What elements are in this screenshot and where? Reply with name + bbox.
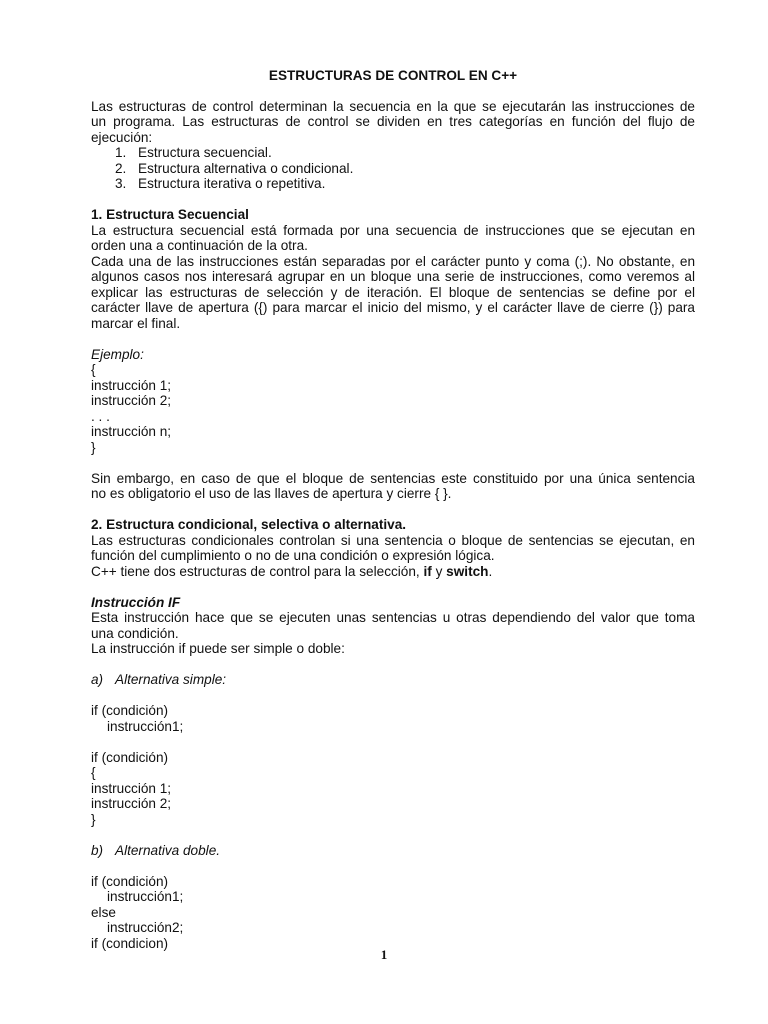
- intro-paragraph: [91, 99, 695, 146]
- text-line: algunos casos nos interesará agrupar en un bloque una serie de instrucciones, como veremos al: [91, 269, 695, 284]
- code-line: instrucción n;: [91, 424, 172, 439]
- section2-paragraph2: [91, 564, 695, 580]
- code-line: instrucción1;: [107, 718, 184, 734]
- text-line: no es obligatorio el uso de las llaves de apertura y cierre { }.: [91, 486, 452, 501]
- text-line: carácter llave de apertura ({) para marcar el inicio del mismo, y el carácter llave de cierre (}) para: [91, 300, 695, 315]
- code-line: if (condición): [91, 749, 169, 765]
- example-code: [91, 362, 695, 455]
- alt-simple-code1: [91, 703, 695, 734]
- if-paragraph2: La instrucción if puede ser simple o doble:: [91, 641, 345, 656]
- intro-line: un programa. Las estructuras de control se dividen en tres categorías en función del flujo de: [91, 114, 695, 129]
- text-line: La estructura secuencial está formada por una secuencia de instrucciones que se ejecutan en: [91, 222, 695, 238]
- categories-list: [91, 145, 695, 192]
- keyword-if: if: [423, 563, 432, 579]
- code-line: if (condicion): [91, 935, 169, 951]
- text-span: C++ tiene dos estructuras de control para la selección,: [91, 563, 424, 579]
- text-line: orden una a continuación de la otra.: [91, 238, 308, 253]
- text-line: marcar el final.: [91, 315, 181, 331]
- list-number: 1.: [115, 145, 127, 160]
- list-item: [91, 176, 695, 192]
- code-line: if (condición): [91, 873, 169, 889]
- text-line: Esta instrucción hace que se ejecuten unas sentencias u otras dependiendo del valor que toma: [91, 610, 695, 625]
- if-paragraph1: [91, 610, 695, 641]
- code-line: {: [91, 362, 96, 377]
- text-line: una condición.: [91, 625, 179, 641]
- list-text: Estructura alternativa o condicional.: [138, 160, 354, 176]
- code-line: instrucción 2;: [91, 393, 172, 408]
- document-title: ESTRUCTURAS DE CONTROL EN C++: [268, 68, 518, 83]
- code-line: }: [91, 811, 96, 827]
- alt-doble-label: [91, 843, 695, 859]
- section1-paragraph2: [91, 254, 695, 332]
- intro-line: Las estructuras de control determinan la secuencia en la que se ejecutarán las instrucciones de: [91, 98, 695, 114]
- example-label: Ejemplo:: [91, 346, 144, 362]
- page-number: 1: [380, 947, 388, 962]
- list-text: Estructura iterativa o repetitiva.: [138, 176, 326, 191]
- code-line: . . .: [91, 408, 110, 424]
- text-span: .: [488, 563, 493, 579]
- list-number: 3.: [115, 176, 127, 191]
- alt-simple-code2: [91, 750, 695, 828]
- code-line: instrucción 2;: [91, 796, 172, 811]
- section1-paragraph3: [91, 471, 695, 502]
- option-label: Alternativa simple:: [115, 672, 227, 687]
- code-line: instrucción2;: [107, 920, 184, 935]
- list-text: Estructura secuencial.: [138, 145, 272, 160]
- text-span: y: [431, 563, 447, 579]
- list-number: 2.: [115, 160, 127, 176]
- code-line: instrucción1;: [107, 889, 184, 904]
- list-item: [91, 145, 695, 161]
- instruccion-if-heading: Instrucción IF: [91, 594, 181, 610]
- option-label: Alternativa doble.: [115, 842, 221, 858]
- text-line: Las estructuras condicionales controlan si una sentencia o bloque de sentencias se ejecutan, en: [91, 532, 695, 548]
- text-line: función del cumplimiento o no de una condición o expresión lógica.: [91, 548, 495, 563]
- section1-heading: 1. Estructura Secuencial: [91, 207, 249, 222]
- alt-simple-label: [91, 672, 695, 688]
- option-letter: a): [91, 672, 104, 687]
- section1-paragraph1: [91, 223, 695, 254]
- section2-paragraph1: [91, 533, 695, 564]
- document-page: [91, 68, 695, 951]
- section2-heading: 2. Estructura condicional, selectiva o alternativa.: [91, 517, 407, 532]
- code-line: else: [91, 904, 116, 920]
- intro-line: ejecución:: [91, 129, 153, 145]
- alt-doble-code: [91, 874, 695, 952]
- option-letter: b): [91, 842, 104, 858]
- text-line: Cada una de las instrucciones están separadas por el carácter punto y coma (;). No obstante, en: [91, 253, 695, 269]
- list-item: [91, 161, 695, 177]
- keyword-switch: switch: [446, 563, 489, 579]
- code-line: instrucción 1;: [91, 377, 172, 393]
- code-line: }: [91, 439, 96, 455]
- code-line: {: [91, 765, 96, 780]
- code-line: if (condición): [91, 703, 169, 718]
- code-line: instrucción 1;: [91, 780, 172, 796]
- text-line: explicar las estructuras de selección y de iteración. El bloque de sentencias se define por el: [91, 284, 695, 300]
- text-line: Sin embargo, en caso de que el bloque de sentencias este constituido por una única sentencia: [91, 470, 695, 486]
